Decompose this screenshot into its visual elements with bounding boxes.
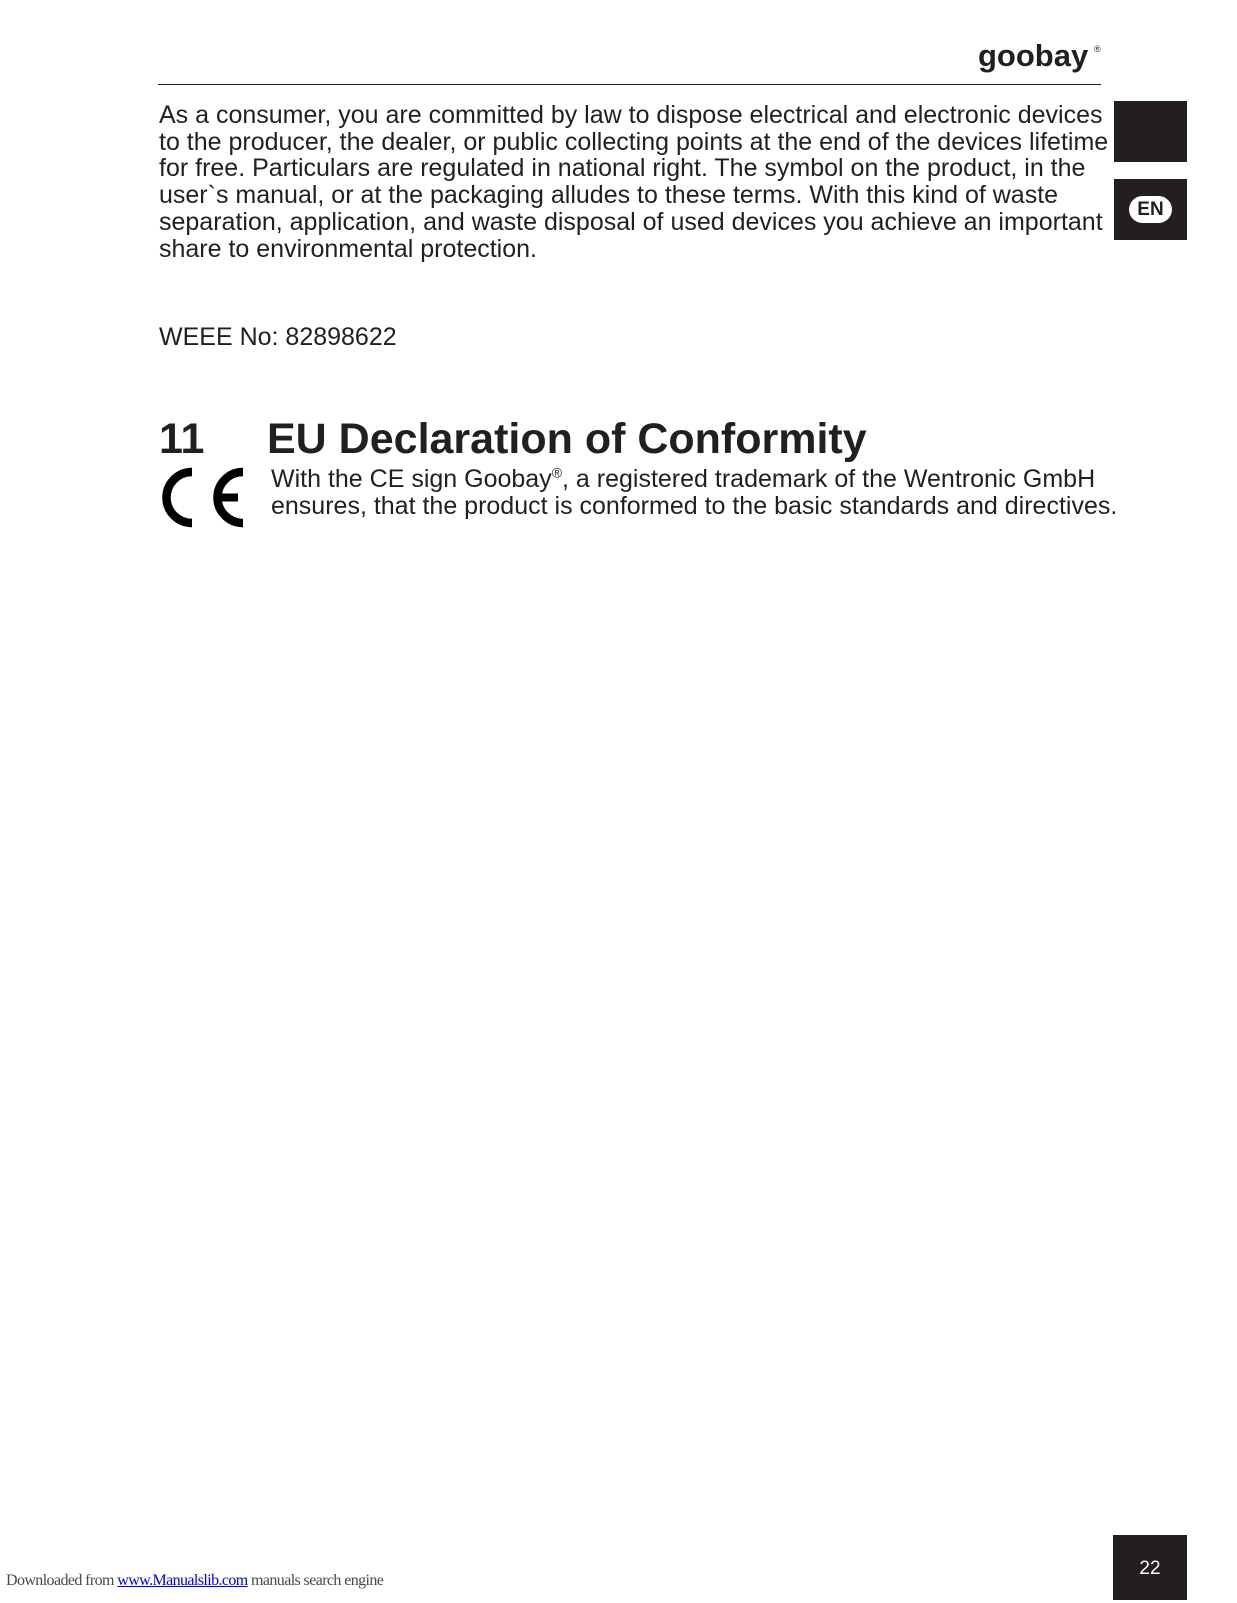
disposal-paragraph: As a consumer, you are committed by law to dispose electrical and electronic devices to the producer, the dealer, or public collecting points at the end of the devices lifetime for free. Particulars are regulated in national right. The symbol on the product, in the user`s manual, or at the packaging alludes to these terms. With this kind of waste separation, application, and waste disposal of used devices you achieve an important share to environmental protection.	[159, 101, 1109, 263]
ce-declaration-text: With the CE sign Goobay®, a registered trademark of the Wentronic GmbH ensures, that the product is conformed to the basic standards and directives.	[271, 464, 1118, 520]
language-tab	[1114, 179, 1187, 240]
manualslib-link[interactable]: www.Manualslib.com	[117, 1572, 248, 1589]
section-title: EU Declaration of Conformity	[267, 415, 867, 463]
chapter-tab	[1114, 101, 1187, 162]
language-label: EN	[1129, 196, 1172, 223]
section-number: 11	[159, 415, 205, 463]
download-footer: Downloaded from www.Manualslib.com manuals search engine	[6, 1572, 384, 1589]
goobay-logo	[978, 34, 1102, 78]
header-divider	[158, 84, 1101, 85]
weee-number: WEEE No: 82898622	[159, 323, 397, 351]
svg-text:®: ®	[1094, 44, 1101, 54]
ce-mark-icon	[158, 466, 246, 529]
page-number: 22	[1113, 1535, 1187, 1600]
svg-text:goobay: goobay	[978, 38, 1089, 73]
